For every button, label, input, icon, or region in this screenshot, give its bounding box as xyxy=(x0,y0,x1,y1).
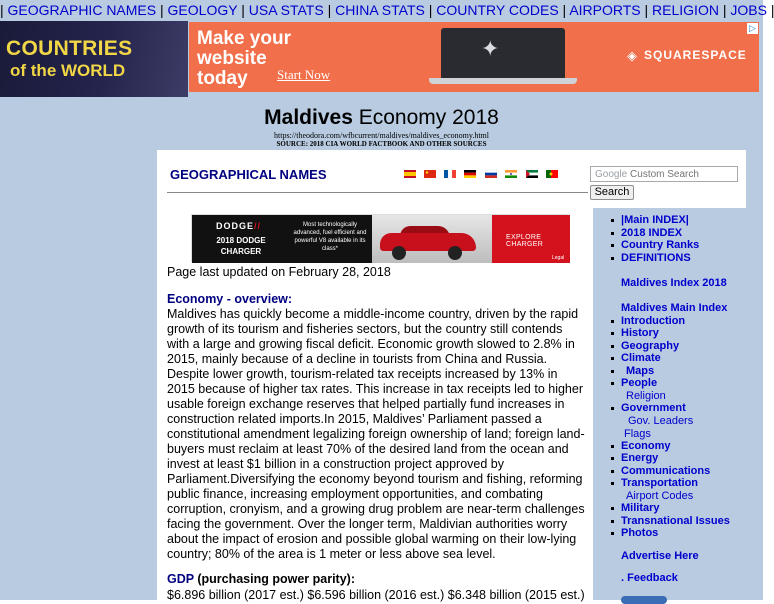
top-navigation xyxy=(0,0,774,21)
ad-start-now-link[interactable]: Start Now xyxy=(277,67,331,82)
google-label: Google xyxy=(595,169,628,180)
bullet-icon xyxy=(611,244,614,247)
ad-cta-panel[interactable] xyxy=(492,215,570,263)
ad-brand: SQUARESPACE xyxy=(644,48,747,62)
nav-country-codes[interactable]: COUNTRY CODES xyxy=(436,2,559,18)
bullet-icon xyxy=(611,382,614,385)
nav-airports[interactable]: AIRPORTS xyxy=(569,2,641,18)
sidebar-country-ranks[interactable]: Country Ranks xyxy=(621,239,700,251)
flag-russian-icon[interactable] xyxy=(485,170,497,178)
sidebar-transnational-issues[interactable]: Transnational Issues xyxy=(621,515,730,527)
flag-hindi-icon[interactable] xyxy=(505,170,517,178)
sidebar-government[interactable]: Government xyxy=(621,402,686,414)
sidebar-geography[interactable]: Geography xyxy=(621,340,680,352)
squarespace-logo-icon: ◈ xyxy=(627,48,637,63)
sidebar-maldives-main-index[interactable]: Maldives Main Index xyxy=(621,302,728,314)
nav-separator: | xyxy=(241,2,245,18)
gdp-heading-rest: (purchasing power parity): xyxy=(193,572,356,586)
nav-separator: | xyxy=(770,2,774,18)
search-placeholder: Custom Search xyxy=(630,169,699,180)
ad-model: 2018 DODGE CHARGER xyxy=(216,236,266,256)
search-input[interactable] xyxy=(590,166,738,182)
bullet-icon xyxy=(611,332,614,335)
bullet-icon xyxy=(611,445,614,448)
bullet-icon xyxy=(611,320,614,323)
flag-french-icon[interactable] xyxy=(444,170,456,178)
sidebar-climate[interactable]: Climate xyxy=(621,352,661,364)
banner-row xyxy=(0,21,763,97)
sidebar-definitions[interactable]: DEFINITIONS xyxy=(621,252,691,264)
squarespace-ad[interactable] xyxy=(189,22,759,92)
right-margin xyxy=(746,150,763,600)
bullet-icon xyxy=(611,345,614,348)
sidebar-people[interactable]: People xyxy=(621,377,658,389)
sidebar-flags[interactable]: Flags xyxy=(624,428,651,440)
flag-arabic-icon[interactable] xyxy=(526,170,538,178)
flag-german-icon[interactable] xyxy=(464,170,476,178)
nav-separator: | xyxy=(327,2,332,18)
flag-portuguese-icon[interactable] xyxy=(546,170,558,178)
nav-separator: | xyxy=(562,2,567,18)
bullet-icon xyxy=(611,532,614,535)
bullet-icon xyxy=(611,357,614,360)
sidebar-communications[interactable]: Communications xyxy=(621,465,711,477)
nav-religion[interactable]: RELIGION xyxy=(652,2,719,18)
sidebar-energy[interactable]: Energy xyxy=(621,452,659,464)
page-header xyxy=(0,97,763,150)
bullet-icon xyxy=(611,520,614,523)
sidebar-religion[interactable]: Religion xyxy=(626,390,666,402)
nav-separator: | xyxy=(0,2,4,18)
bullet-icon xyxy=(611,232,614,235)
ad-headline: Make your website today xyxy=(197,28,291,89)
sidebar-feedback[interactable]: . Feedback xyxy=(621,572,678,584)
nav-separator: | xyxy=(722,2,727,18)
share-button[interactable] xyxy=(621,596,667,604)
left-margin xyxy=(0,150,157,600)
geographical-names-heading[interactable]: GEOGRAPHICAL NAMES xyxy=(170,167,327,182)
bullet-icon xyxy=(611,470,614,473)
logo-line-1: COUNTRIES xyxy=(6,37,133,60)
nav-separator: | xyxy=(160,2,164,18)
sidebar-gov-leaders[interactable]: Gov. Leaders xyxy=(628,415,694,427)
nav-separator: | xyxy=(644,2,649,18)
laptop-image xyxy=(441,28,565,80)
page-source: SOURCE: 2018 CIA WORLD FACTBOOK AND OTHER SOURCES xyxy=(276,140,487,148)
gdp-link[interactable]: GDP xyxy=(167,572,194,586)
adchoices-icon[interactable]: ▷ xyxy=(747,23,758,34)
flag-spanish-icon[interactable] xyxy=(404,170,416,178)
sidebar-history[interactable]: History xyxy=(621,327,659,339)
nav-china-stats[interactable]: CHINA STATS xyxy=(335,2,425,18)
sidebar-2018-index[interactable]: 2018 INDEX xyxy=(621,227,683,239)
sidebar-transportation[interactable]: Transportation xyxy=(621,477,699,489)
sidebar-photos[interactable]: Photos xyxy=(621,527,659,539)
bullet-icon xyxy=(611,457,614,460)
car-wheel-rear xyxy=(448,246,462,260)
nav-jobs[interactable]: JOBS xyxy=(730,2,767,18)
nav-geographic-names[interactable]: GEOGRAPHIC NAMES xyxy=(7,2,157,18)
ad-cta-label: EXPLORE CHARGER xyxy=(506,234,544,248)
page-url: https://theodora.com/wfbcurrent/maldives/maldives_economy.html xyxy=(274,131,489,140)
gdp-value: $6.896 billion (2017 est.) $6.596 billion (2016 est.) $6.348 billion (2015 est.) xyxy=(167,588,585,602)
sidebar-airport-codes[interactable]: Airport Codes xyxy=(626,490,694,502)
economy-overview-heading: Economy - overview: xyxy=(167,292,293,306)
sidebar-economy[interactable]: Economy xyxy=(621,440,671,452)
bullet-icon xyxy=(611,407,614,410)
logo-line-2: of the WORLD xyxy=(10,61,126,80)
ad-tagline-panel xyxy=(288,215,372,263)
dodge-stripes-icon: // xyxy=(254,221,262,231)
nav-separator: | xyxy=(428,2,433,18)
sidebar-main-index[interactable]: |Main INDEX| xyxy=(621,214,689,226)
site-logo[interactable] xyxy=(0,21,188,97)
flag-chinese-icon[interactable] xyxy=(424,170,436,178)
section-divider xyxy=(167,192,588,193)
sidebar-advertise-here[interactable]: Advertise Here xyxy=(621,550,699,562)
page-title-country: Maldives xyxy=(264,106,353,129)
dodge-charger-ad[interactable] xyxy=(191,214,569,262)
bullet-icon xyxy=(611,507,614,510)
nav-geology[interactable]: GEOLOGY xyxy=(167,2,238,18)
nav-usa-stats[interactable]: USA STATS xyxy=(248,2,324,18)
sidebar-introduction[interactable]: Introduction xyxy=(621,315,686,327)
bullet-icon xyxy=(611,219,614,222)
car-wheel-front xyxy=(392,246,406,260)
ad-tagline: Most technologically advanced, fuel efficient and powerful V8 available in its class* xyxy=(293,222,367,252)
sidebar-military[interactable]: Military xyxy=(621,502,660,514)
economy-overview-text: Maldives has quickly become a middle-income country, driven by the rapid growth of its tourism and fisheries sectors, but the country still contends with a large and growing fiscal deficit. Economic growth slowed to 2.8% in 2015, mainly because of a decline in tourists from China and Russia. Despite lower growth, tourism-related tax receipts increased by 13% in 2015 because of higher tax rates. This increase in tax receipts led to higher usable foreign exchange reserves that helped partially fund increases in construction related imports.In 2015, Maldives’ Parliament passed a constitutional amendment legalizing foreign ownership of land; foreign land-buyers must reclaim at least 70% of the desired land from the ocean and invest at least $1 billion in a construction project approved by Parliament.Diversifying the economy beyond tourism and fishing, reforming public finance, increasing employment opportunities, and combating corruption, cronyism, and a growing drug problem are near-term challenges facing the government. Over the longer term, Maldivian authorities worry about the impact of erosion and possible global warming on their low-lying country; 80% of the area is 1 meter or less above sea level. xyxy=(167,307,585,561)
ad-left-panel xyxy=(192,215,288,263)
bullet-icon xyxy=(611,257,614,260)
sidebar-maps[interactable]: Maps xyxy=(626,365,655,377)
dodge-logo xyxy=(216,221,261,231)
page-title-rest: Economy 2018 xyxy=(352,106,499,129)
bird-icon: ✦ xyxy=(481,36,500,61)
bullet-icon xyxy=(611,370,614,373)
search-button[interactable]: Search xyxy=(590,185,634,200)
ad-legal: Legal xyxy=(552,255,565,261)
last-updated: Page last updated on February 28, 2018 xyxy=(167,265,391,279)
page-title xyxy=(0,106,763,130)
dodge-logo-text: DODGE xyxy=(216,221,255,231)
gdp-heading xyxy=(167,572,355,586)
sidebar-maldives-index[interactable]: Maldives Index 2018 xyxy=(621,277,727,289)
laptop-base xyxy=(429,78,577,84)
bullet-icon xyxy=(611,482,614,485)
